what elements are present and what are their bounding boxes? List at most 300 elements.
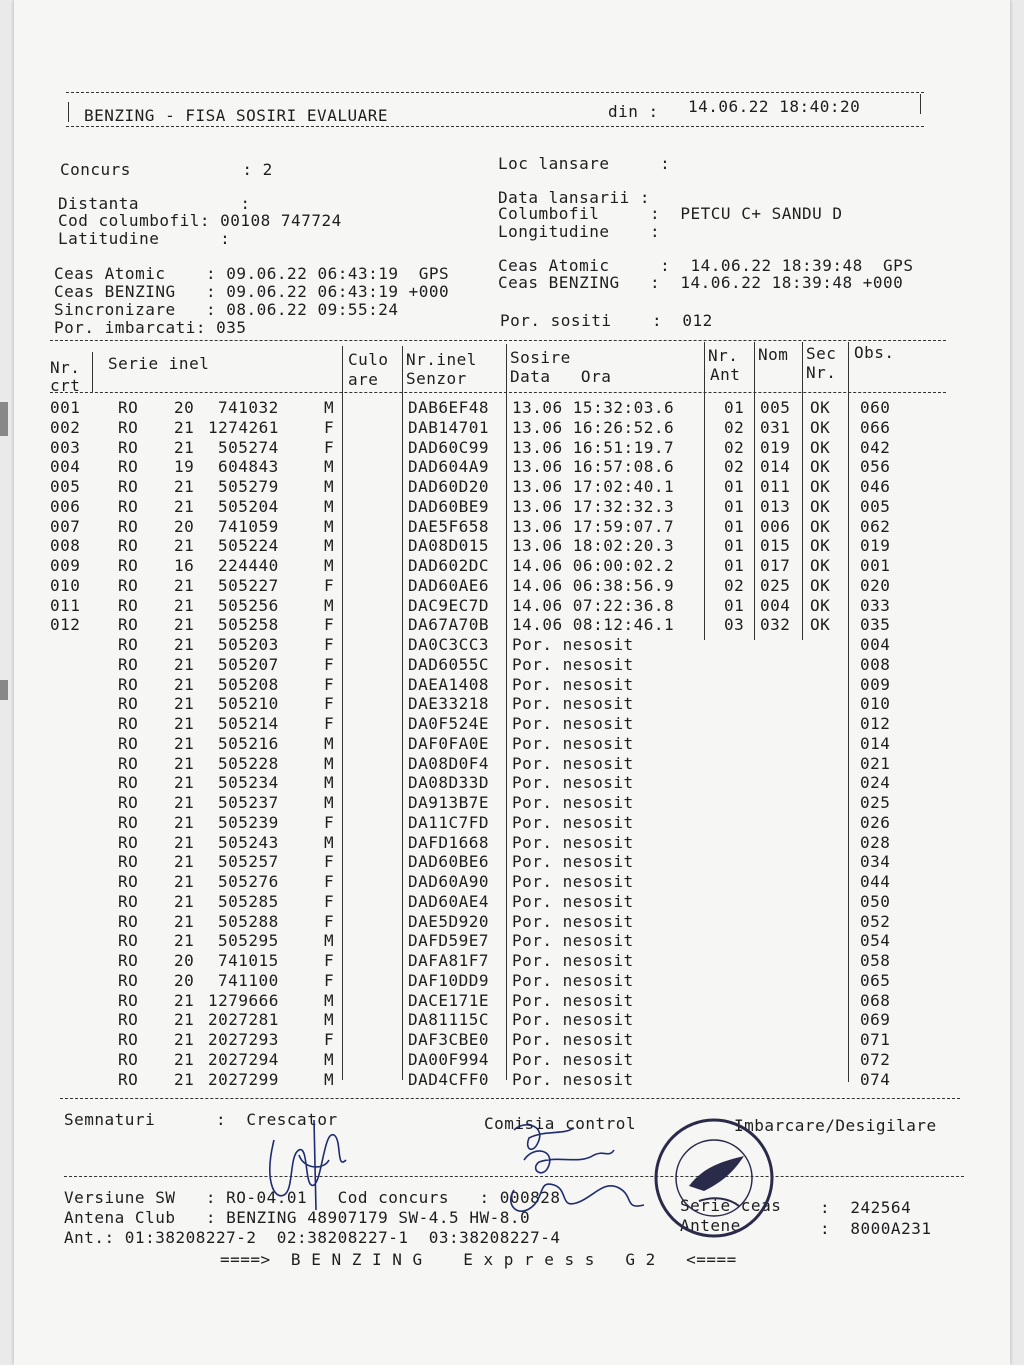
row-year: 20	[174, 970, 195, 990]
row-ring-number: 2027299	[208, 1069, 279, 1089]
row-crt: 009	[50, 556, 81, 575]
row-country: RO	[118, 477, 139, 496]
row-obs: 056	[860, 457, 891, 477]
col-nr: Nr.	[50, 358, 81, 377]
row-sec: OK	[810, 496, 831, 516]
row-sensor-id: DAC9EC7D	[408, 595, 490, 615]
table-row	[14, 694, 1010, 714]
row-crt: 010	[50, 575, 81, 595]
row-arrival: Por. nesosit	[512, 891, 634, 911]
row-year: 21	[174, 773, 195, 793]
row-nom: 011	[760, 477, 791, 496]
row-sec: OK	[810, 536, 831, 556]
row-year: 16	[174, 556, 195, 575]
row-country: RO	[118, 1010, 139, 1030]
row-arrival: Por. nesosit	[512, 674, 634, 694]
col-ant: Ant	[710, 365, 741, 384]
row-crt: 005	[50, 477, 81, 496]
por-sositi-line: Por. sositi : 012	[500, 311, 713, 330]
table-row	[14, 556, 1010, 576]
arrivals-table	[14, 398, 1010, 1089]
table-row	[14, 773, 1010, 793]
row-nom: 015	[760, 536, 791, 556]
row-arrival: Por. nesosit	[512, 714, 634, 733]
row-sensor-id: DAF10DD9	[408, 970, 490, 990]
row-obs: 025	[860, 793, 891, 812]
row-ring-number: 505214	[218, 714, 279, 733]
row-sensor-id: DAD60BE6	[408, 852, 490, 872]
row-year: 21	[174, 536, 195, 556]
row-ring-number: 505224	[218, 536, 279, 556]
row-obs: 074	[860, 1069, 891, 1089]
row-antenna: 01	[724, 477, 745, 496]
row-nom: 013	[760, 496, 791, 516]
header-rule-top	[66, 92, 924, 93]
row-sensor-id: DA08D33D	[408, 773, 490, 793]
paper-sheet	[14, 0, 1010, 1365]
row-sex: M	[324, 595, 335, 615]
row-arrival: Por. nesosit	[512, 635, 634, 654]
row-arrival: Por. nesosit	[512, 931, 634, 951]
row-nom: 014	[760, 457, 791, 477]
row-ring-number: 741015	[218, 951, 279, 970]
row-year: 21	[174, 891, 195, 911]
sep-crt	[92, 352, 93, 392]
row-ring-number: 505237	[218, 793, 279, 812]
table-row	[14, 438, 1010, 458]
row-obs: 024	[860, 773, 891, 793]
row-sensor-id: DAB6EF48	[408, 398, 490, 417]
row-year: 20	[174, 516, 195, 536]
row-sensor-id: DA00F994	[408, 1049, 490, 1069]
row-arrival: Por. nesosit	[512, 872, 634, 891]
row-obs: 004	[860, 635, 891, 654]
row-sec: OK	[810, 437, 831, 457]
row-obs: 026	[860, 812, 891, 832]
row-country: RO	[118, 654, 139, 674]
header-right-border	[920, 94, 921, 114]
row-sex: F	[324, 694, 335, 714]
loc-lansare-line: Loc lansare :	[498, 154, 671, 173]
row-crt: 001	[50, 398, 81, 417]
row-sensor-id: DA0C3CC3	[408, 635, 490, 654]
row-antenna: 03	[724, 615, 745, 635]
row-sensor-id: DAD604A9	[408, 457, 490, 477]
row-sex: F	[324, 654, 335, 674]
row-antenna: 01	[724, 398, 745, 417]
row-obs: 071	[860, 1030, 891, 1049]
row-sensor-id: DAD6055C	[408, 654, 490, 674]
header-rule-bottom	[66, 126, 924, 127]
row-sec: OK	[810, 575, 831, 595]
row-obs: 019	[860, 536, 891, 556]
row-sex: F	[324, 970, 335, 990]
row-country: RO	[118, 832, 139, 852]
row-obs: 033	[860, 595, 891, 615]
row-sensor-id: DAB14701	[408, 417, 490, 437]
table-row	[14, 833, 1010, 853]
table-row	[14, 912, 1010, 932]
row-sex: F	[324, 911, 335, 931]
col-senzor: Senzor	[406, 369, 467, 388]
row-country: RO	[118, 536, 139, 556]
row-country: RO	[118, 872, 139, 891]
row-ring-number: 505258	[218, 615, 279, 635]
table-row	[14, 418, 1010, 438]
row-sensor-id: DAD60A90	[408, 872, 490, 891]
por-imbarcati-line: Por. imbarcati: 035	[54, 318, 247, 337]
row-obs: 034	[860, 852, 891, 872]
row-year: 21	[174, 437, 195, 457]
ant-line: Ant.: 01:38208227-2 02:38208227-1 03:38208227-4	[64, 1228, 561, 1247]
row-country: RO	[118, 615, 139, 635]
row-country: RO	[118, 990, 139, 1010]
semnaturi-line: Semnaturi : Crescator	[64, 1110, 338, 1129]
row-arrival: Por. nesosit	[512, 733, 634, 753]
row-crt: 006	[50, 496, 81, 516]
row-sensor-id: DAD4CFF0	[408, 1069, 490, 1089]
binder-mark-middle	[0, 680, 8, 700]
row-ring-number: 2027293	[208, 1030, 279, 1049]
arrival-report	[14, 0, 1010, 1365]
row-sensor-id: DACE171E	[408, 990, 490, 1010]
table-row	[14, 398, 1010, 418]
row-year: 21	[174, 1049, 195, 1069]
row-ring-number: 604843	[218, 457, 279, 477]
row-year: 21	[174, 477, 195, 496]
row-country: RO	[118, 714, 139, 733]
table-row	[14, 754, 1010, 774]
row-obs: 052	[860, 911, 891, 931]
col-sec-nr: Nr.	[806, 363, 837, 382]
row-year: 21	[174, 793, 195, 812]
row-sex: M	[324, 516, 335, 536]
row-crt: 007	[50, 516, 81, 536]
col-obs: Obs.	[854, 343, 895, 362]
col-crt: crt	[50, 376, 81, 395]
binder-mark-top	[0, 402, 8, 436]
distanta-line: Distanta :	[58, 194, 251, 213]
row-country: RO	[118, 733, 139, 753]
row-nom: 019	[760, 437, 791, 457]
row-year: 21	[174, 595, 195, 615]
row-country: RO	[118, 635, 139, 654]
row-arrival: Por. nesosit	[512, 1069, 634, 1089]
row-country: RO	[118, 694, 139, 714]
serie-ceas-value: : 242564	[820, 1198, 912, 1217]
row-crt: 008	[50, 536, 81, 556]
table-row	[14, 517, 1010, 537]
row-ring-number: 505208	[218, 674, 279, 694]
row-ring-number: 505227	[218, 575, 279, 595]
row-country: RO	[118, 556, 139, 575]
row-sensor-id: DAF0FA0E	[408, 733, 490, 753]
row-ring-number: 505207	[218, 654, 279, 674]
row-year: 21	[174, 694, 195, 714]
din-label: din :	[608, 102, 659, 121]
row-ring-number: 741100	[218, 970, 279, 990]
row-arrival: Por. nesosit	[512, 832, 634, 852]
col-sosire: Sosire	[510, 348, 571, 367]
row-sensor-id: DA08D0F4	[408, 753, 490, 773]
row-sex: M	[324, 990, 335, 1010]
table-row	[14, 1010, 1010, 1030]
row-sex: F	[324, 951, 335, 970]
row-obs: 008	[860, 654, 891, 674]
row-country: RO	[118, 457, 139, 477]
row-year: 21	[174, 990, 195, 1010]
row-antenna: 01	[724, 516, 745, 536]
table-row	[14, 596, 1010, 616]
row-country: RO	[118, 398, 139, 417]
row-sensor-id: DAE5F658	[408, 516, 490, 536]
crescator-signature	[254, 1100, 374, 1220]
row-obs: 072	[860, 1049, 891, 1069]
report-title: BENZING - FISA SOSIRI EVALUARE	[84, 106, 388, 125]
table-rule-bottom	[60, 1098, 960, 1099]
antena-line: Antena Club : BENZING 48907179 SW-4.5 HW-8.0	[64, 1208, 531, 1227]
row-arrival: 13.06 15:32:03.6	[512, 398, 675, 417]
row-ring-number: 505216	[218, 733, 279, 753]
row-sex: F	[324, 852, 335, 872]
row-sensor-id: DA0F524E	[408, 714, 490, 733]
row-country: RO	[118, 417, 139, 437]
row-arrival: Por. nesosit	[512, 753, 634, 773]
versiune-line: Versiune SW : RO-04.01 Cod concurs : 000828	[64, 1188, 561, 1207]
row-country: RO	[118, 1069, 139, 1089]
row-sec: OK	[810, 477, 831, 496]
row-sensor-id: DAD60BE9	[408, 496, 490, 516]
row-sensor-id: DAD602DC	[408, 556, 490, 575]
row-ring-number: 505279	[218, 477, 279, 496]
row-ring-number: 505239	[218, 812, 279, 832]
table-row	[14, 635, 1010, 655]
table-header-rule-top	[50, 340, 946, 341]
row-sensor-id: DAD60AE4	[408, 891, 490, 911]
row-sex: F	[324, 635, 335, 654]
row-antenna: 02	[724, 457, 745, 477]
row-sex: M	[324, 931, 335, 951]
row-sex: F	[324, 1030, 335, 1049]
table-row	[14, 497, 1010, 517]
row-sex: F	[324, 891, 335, 911]
row-sex: F	[324, 417, 335, 437]
row-sex: M	[324, 556, 335, 575]
table-row	[14, 991, 1010, 1011]
col-serie-inel: Serie inel	[108, 354, 210, 373]
row-obs: 050	[860, 891, 891, 911]
col-are: are	[348, 370, 379, 389]
row-arrival: 13.06 16:57:08.6	[512, 457, 675, 477]
row-antenna: 02	[724, 417, 745, 437]
col-nr-ant: Nr.	[708, 346, 739, 365]
table-row	[14, 457, 1010, 477]
longitudine-line: Longitudine :	[498, 222, 661, 241]
table-row	[14, 931, 1010, 951]
row-year: 21	[174, 812, 195, 832]
row-sec: OK	[810, 417, 831, 437]
row-antenna: 02	[724, 437, 745, 457]
row-country: RO	[118, 911, 139, 931]
row-arrival: Por. nesosit	[512, 773, 634, 793]
row-ring-number: 505276	[218, 872, 279, 891]
table-row	[14, 576, 1010, 596]
latitudine-line: Latitudine :	[58, 229, 231, 248]
row-obs: 010	[860, 694, 891, 714]
row-obs: 069	[860, 1010, 891, 1030]
row-sex: M	[324, 832, 335, 852]
row-sex: M	[324, 398, 335, 417]
row-sensor-id: DAFD59E7	[408, 931, 490, 951]
row-arrival: Por. nesosit	[512, 793, 634, 812]
row-ring-number: 505228	[218, 753, 279, 773]
row-antenna: 01	[724, 556, 745, 575]
row-sensor-id: DAE33218	[408, 694, 490, 714]
row-year: 20	[174, 951, 195, 970]
row-crt: 011	[50, 595, 81, 615]
row-country: RO	[118, 1049, 139, 1069]
row-sensor-id: DA913B7E	[408, 793, 490, 812]
row-ring-number: 505274	[218, 437, 279, 457]
row-sex: M	[324, 477, 335, 496]
table-row	[14, 892, 1010, 912]
row-obs: 065	[860, 970, 891, 990]
row-crt: 012	[50, 615, 81, 635]
club-stamp-icon	[644, 1106, 784, 1256]
row-arrival: 14.06 07:22:36.8	[512, 595, 675, 615]
row-sec: OK	[810, 615, 831, 635]
table-row	[14, 1050, 1010, 1070]
row-sex: M	[324, 773, 335, 793]
row-ring-number: 505210	[218, 694, 279, 714]
table-row	[14, 675, 1010, 695]
row-nom: 031	[760, 417, 791, 437]
row-obs: 046	[860, 477, 891, 496]
row-obs: 054	[860, 931, 891, 951]
row-sex: M	[324, 536, 335, 556]
row-sex: F	[324, 674, 335, 694]
row-ring-number: 505204	[218, 496, 279, 516]
table-row	[14, 615, 1010, 635]
row-nom: 006	[760, 516, 791, 536]
row-antenna: 02	[724, 575, 745, 595]
concurs-line: Concurs : 2	[60, 160, 273, 179]
row-country: RO	[118, 931, 139, 951]
ceas-atomic-right: Ceas Atomic : 14.06.22 18:39:48 GPS	[498, 256, 914, 275]
col-nom: Nom	[758, 345, 789, 364]
row-obs: 035	[860, 615, 891, 635]
row-year: 21	[174, 417, 195, 437]
row-country: RO	[118, 812, 139, 832]
row-country: RO	[118, 773, 139, 793]
antene-label: Antene	[680, 1216, 741, 1235]
table-row	[14, 971, 1010, 991]
table-row	[14, 813, 1010, 833]
row-ring-number: 1274261	[208, 417, 279, 437]
row-country: RO	[118, 951, 139, 970]
row-country: RO	[118, 496, 139, 516]
row-arrival: 13.06 17:32:32.3	[512, 496, 675, 516]
row-arrival: Por. nesosit	[512, 694, 634, 714]
row-obs: 001	[860, 556, 891, 575]
row-sensor-id: DA11C7FD	[408, 812, 490, 832]
row-country: RO	[118, 575, 139, 595]
row-obs: 042	[860, 437, 891, 457]
table-header-rule-bottom	[50, 392, 946, 393]
ceas-benzing-right: Ceas BENZING : 14.06.22 18:39:48 +000	[498, 273, 904, 292]
row-year: 19	[174, 457, 195, 477]
table-row	[14, 1030, 1010, 1050]
row-sec: OK	[810, 398, 831, 417]
col-sec: Sec	[806, 344, 837, 363]
row-year: 21	[174, 931, 195, 951]
table-row	[14, 734, 1010, 754]
imbarcare-label: Imbarcare/Desigilare	[734, 1116, 937, 1135]
row-obs: 014	[860, 733, 891, 753]
row-ring-number: 505256	[218, 595, 279, 615]
row-obs: 021	[860, 753, 891, 773]
row-arrival: 13.06 16:51:19.7	[512, 437, 675, 457]
serie-ceas-label: Serie ceas	[680, 1196, 782, 1215]
row-sec: OK	[810, 457, 831, 477]
row-crt: 004	[50, 457, 81, 477]
data-lansarii-line: Data lansarii :	[498, 188, 650, 207]
row-arrival: 14.06 06:38:56.9	[512, 575, 675, 595]
col-culo: Culo	[348, 350, 389, 369]
row-sex: M	[324, 793, 335, 812]
col-data-ora: Data Ora	[510, 367, 612, 386]
row-ring-number: 505285	[218, 891, 279, 911]
table-row	[14, 1070, 1010, 1090]
row-year: 21	[174, 575, 195, 595]
table-row	[14, 852, 1010, 872]
row-sex: F	[324, 575, 335, 595]
row-year: 21	[174, 654, 195, 674]
row-obs: 066	[860, 417, 891, 437]
row-sex: F	[324, 872, 335, 891]
row-sex: M	[324, 753, 335, 773]
row-crt: 003	[50, 437, 81, 457]
row-country: RO	[118, 674, 139, 694]
row-sex: F	[324, 812, 335, 832]
row-antenna: 01	[724, 536, 745, 556]
row-arrival: 13.06 17:02:40.1	[512, 477, 675, 496]
row-sex: M	[324, 1010, 335, 1030]
din-timestamp: 14.06.22 18:40:20	[688, 97, 861, 116]
row-year: 21	[174, 852, 195, 872]
row-year: 21	[174, 1069, 195, 1089]
row-nom: 004	[760, 595, 791, 615]
row-obs: 060	[860, 398, 891, 417]
table-row	[14, 872, 1010, 892]
row-arrival: Por. nesosit	[512, 970, 634, 990]
row-year: 21	[174, 872, 195, 891]
row-year: 21	[174, 753, 195, 773]
row-arrival: Por. nesosit	[512, 1030, 634, 1049]
row-arrival: Por. nesosit	[512, 1049, 634, 1069]
row-obs: 028	[860, 832, 891, 852]
row-arrival: Por. nesosit	[512, 1010, 634, 1030]
row-sensor-id: DAF3CBE0	[408, 1030, 490, 1049]
row-obs: 068	[860, 990, 891, 1010]
row-sex: M	[324, 1069, 335, 1089]
row-year: 21	[174, 496, 195, 516]
antene-value: : 8000A231	[820, 1219, 932, 1238]
row-country: RO	[118, 437, 139, 457]
row-year: 21	[174, 733, 195, 753]
row-year: 21	[174, 1030, 195, 1049]
row-country: RO	[118, 891, 139, 911]
